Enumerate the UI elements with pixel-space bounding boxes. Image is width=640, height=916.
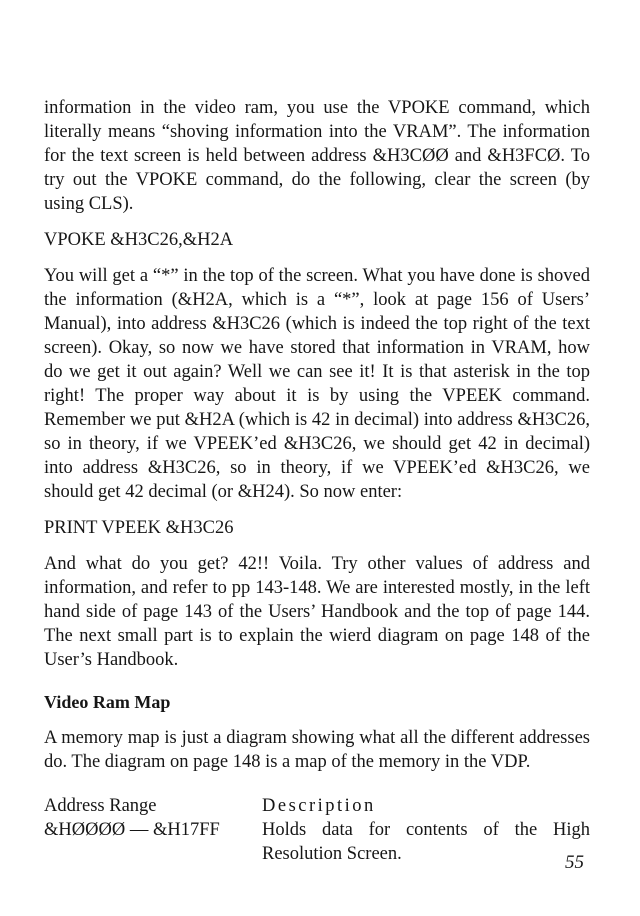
column-header-description: Description (262, 796, 376, 816)
paragraph-result: And what do you get? 42!! Voila. Try other values of address and information, and refer to pp 143-148. We are interested mostly, in the left hand side of page 143 of the Users’ Handbook and the top of page 144. The next small part is to explain the wierd diagram on page 148 of the User’s Handbook. (44, 554, 590, 670)
page-number: 55 (565, 852, 584, 873)
table-cell-range: &HØØØØ — &H17FF (44, 820, 220, 840)
table-cell-description: Holds data for contents of the High Resolution Screen. (262, 820, 590, 864)
paragraph-vpeek-explanation: You will get a “*” in the top of the screen. What you have done is shoved the information (&H2A, which is a “*”, look at page 156 of Users’ Manual), into address &H3C26 (which is indeed the top right of the text screen). Okay, so now we have stored that information in VRAM, how do we get it out again? Well we can see it! It is that asterisk in the top right! The proper way about it is by using the VPEEK command. Remember we put &H2A (which is 42 in decimal) into address &H3C26, so in theory, if we VPEEK’ed &H3C26, we should get 42 in decimal) into address &H3C26, so in theory, if we VPEEK’ed &H3C26, we should get 42 decimal (or &H24). So now enter: (44, 266, 590, 502)
table-header-row (44, 794, 590, 818)
column-header-address-range: Address Range (44, 796, 157, 816)
address-table (44, 794, 590, 866)
table-row (44, 818, 590, 866)
code-line-vpoke: VPOKE &H3C26,&H2A (44, 230, 234, 250)
paragraph-vpoke-intro: information in the video ram, you use the VPOKE command, which literally means “shoving information into the VRAM”. The information for the text screen is held between address &H3CØØ and &H3FCØ. To try out the VPOKE command, do the following, clear the screen (by using CLS). (44, 98, 590, 214)
code-line-print-vpeek: PRINT VPEEK &H3C26 (44, 518, 234, 538)
book-page (44, 96, 590, 866)
section-heading-video-ram-map: Video Ram Map (44, 692, 171, 712)
paragraph-memory-map: A memory map is just a diagram showing what all the different addresses do. The diagram on page 148 is a map of the memory in the VDP. (44, 728, 590, 772)
